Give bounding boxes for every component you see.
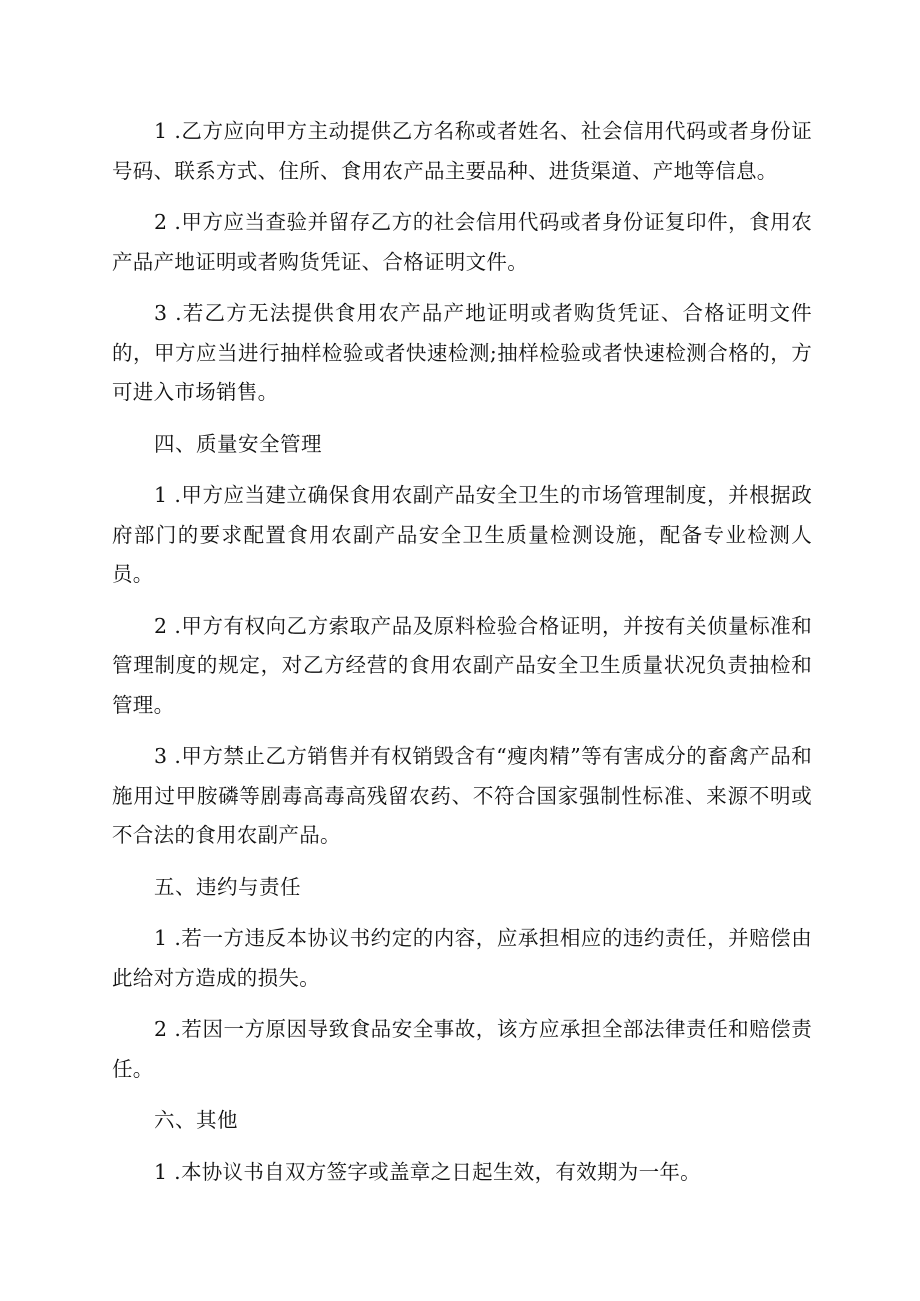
clause-paragraph: 1 .本协议书自双方签字或盖章之日起生效，有效期为一年。 xyxy=(154,1159,701,1184)
clause-paragraph: 1 .甲方应当建立确保食用农副产品安全卫生的市场管理制度，并根据政府部门的要求配置食用农副产品安全卫生质量检测设施，配备专业检测人员。 xyxy=(112,483,812,586)
clause-paragraph: 2 .若因一方原因导致食品安全事故，该方应承担全部法律责任和赔偿责任。 xyxy=(112,1017,812,1081)
clause-paragraph: 2 .甲方有权向乙方索取产品及原料检验合格证明，并按有关侦量标准和管理制度的规定，对乙方经营的食用农副产品安全卫生质量状况负责抽检和管理。 xyxy=(112,613,812,717)
section-heading: 五、违约与责任 xyxy=(154,874,301,899)
document-body xyxy=(112,112,812,1204)
clause-paragraph: 1 .乙方应向甲方主动提供乙方名称或者姓名、社会信用代码或者身份证号码、联系方式、住所、食用农产品主要品种、进货渠道、产地等信息。 xyxy=(112,119,812,183)
clause-paragraph: 3 .甲方禁止乙方销售并有权销毁含有“瘦肉精”等有害成分的畜禽产品和施用过甲胺磷等剧毒高毒高残留农药、不符合国家强制性标准、来源不明或不合法的食用农副产品。 xyxy=(112,744,812,847)
clause-paragraph: 2 .甲方应当查验并留存乙方的社会信用代码或者身份证复印件，食用农产品产地证明或者购货凭证、合格证明文件。 xyxy=(112,210,812,274)
clause-paragraph: 1 .若一方违反本协议书约定的内容，应承担相应的违约责任，并赔偿由此给对方造成的损失。 xyxy=(112,926,812,990)
clause-paragraph: 3 .若乙方无法提供食用农产品产地证明或者购货凭证、合格证明文件的，甲方应当进行抽样检验或者快速检测;抽样检验或者快速检测合格的，方可进入市场销售。 xyxy=(112,301,812,404)
section-heading: 四、质量安全管理 xyxy=(154,431,322,456)
section-heading: 六、其他 xyxy=(154,1108,238,1132)
